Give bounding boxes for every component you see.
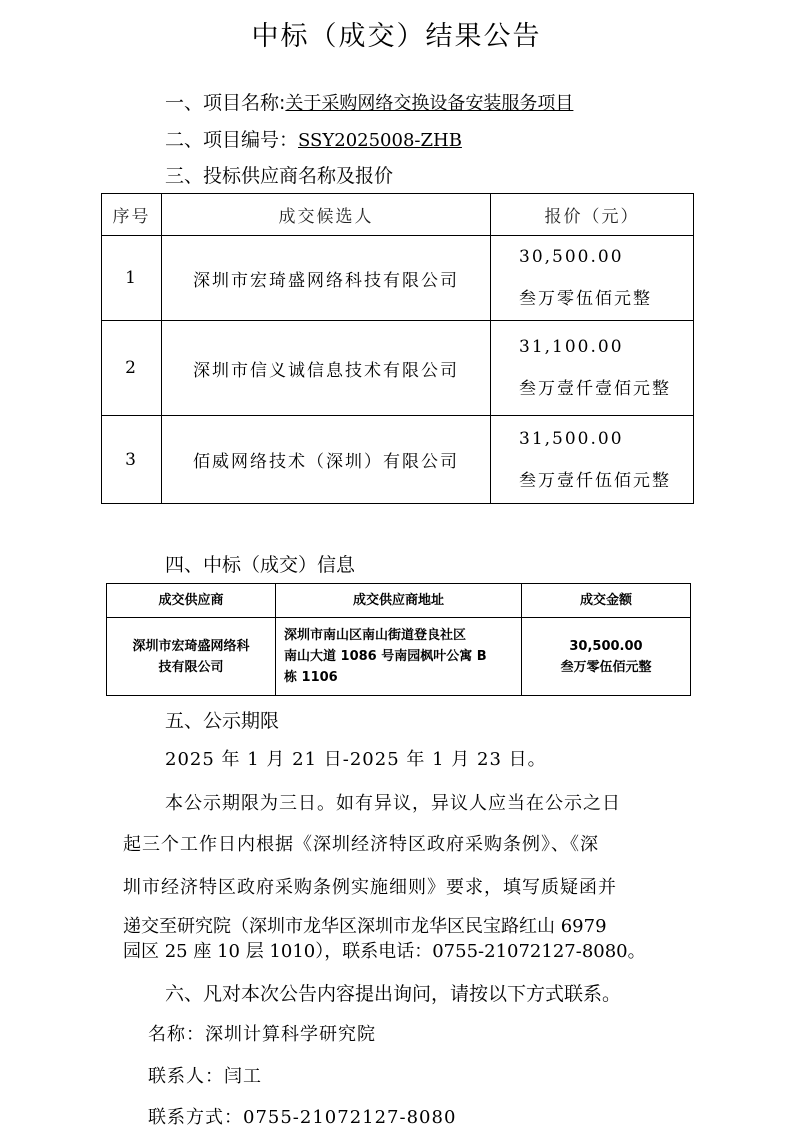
section-5-heading: 五、公示期限 [165,710,280,732]
win-address-line: 南山大道 1086 号南园枫叶公寓 B [284,649,487,664]
period-text: 2025 年 1 月 21 日-2025 年 1 月 23 日。 [165,749,547,770]
bid-table-header [102,194,694,236]
win-address-line: 深圳市南山区南山街道登良社区 [284,628,467,643]
section-4-heading: 四、中标（成交）信息 [165,554,356,576]
win-supplier [107,618,276,696]
project-name-label: 一、项目名称: [165,92,286,114]
notice-line: 本公示期限为三日。如有异议，异议人应当在公示之日 [165,793,621,814]
notice-line: 递交至研究院（深圳市龙华区深圳市龙华区民宝路红山 6979 [123,916,607,937]
page-title: 中标（成交）结果公告 [251,21,542,52]
table-row [102,236,694,321]
header-amount: 成交金额 [522,584,691,618]
row-price-words: 叁万壹仟壹佰元整 [519,379,671,399]
row-price-amount: 31,100.00 [519,337,624,357]
project-code-label: 二、项目编号： [165,129,299,151]
row-price-words: 叁万壹仟伍佰元整 [519,470,671,491]
win-address [276,618,522,696]
project-code-line [165,125,462,152]
row-candidate-name: 深圳市宏琦盛网络科技有限公司 [162,236,491,321]
notice-line: 起三个工作日内根据《深圳经济特区政府采购条例》、《深 [123,834,599,855]
row-price [491,321,694,416]
win-supplier-line: 深圳市宏琦盛网络科 [132,638,250,654]
project-name-value: 关于采购网络交换设备安装服务项目 [285,93,574,114]
project-name-line [165,88,573,115]
header-candidate: 成交候选人 [162,194,491,236]
contact-person: 联系人：闫工 [148,1066,262,1087]
row-price-amount: 30,500.00 [519,247,624,267]
row-index: 3 [102,416,162,504]
row-price [491,236,694,321]
section-6-heading: 六、凡对本次公告内容提出询问，请按以下方式联系。 [165,983,622,1005]
win-amount [522,618,691,696]
header-supplier: 成交供应商 [107,584,276,618]
win-address-line: 栋 1106 [284,670,338,685]
win-table [106,583,691,696]
table-row [102,416,694,504]
win-supplier-line: 技有限公司 [158,659,224,675]
contact-name: 名称：深圳计算科学研究院 [148,1024,376,1045]
row-price-words: 叁万零伍佰元整 [519,289,652,309]
win-table-header [107,584,691,618]
header-price: 报价（元） [491,194,694,236]
row-price [491,416,694,504]
row-price-amount: 31,500.00 [519,428,624,449]
notice-line: 圳市经济特区政府采购条例实施细则》要求，填写质疑函并 [123,877,617,898]
notice-line: 园区 25 座 10 层 1010），联系电话：0755-21072127-8080。 [123,941,646,962]
table-row [107,618,691,696]
win-amount-words: 叁万零伍佰元整 [560,659,652,675]
project-code-value: SSY2025008-ZHB [298,130,462,151]
win-amount-number: 30,500.00 [569,638,643,654]
row-candidate-name: 深圳市信义诚信息技术有限公司 [162,321,491,416]
row-index: 1 [102,236,162,321]
header-address: 成交供应商地址 [276,584,522,618]
contact-phone: 联系方式：0755-21072127-8080 [148,1107,457,1128]
row-candidate-name: 佰威网络技术（深圳）有限公司 [162,416,491,504]
header-index: 序号 [102,194,162,236]
bid-table [101,193,694,504]
row-index: 2 [102,321,162,416]
table-row [102,321,694,416]
section-3-heading: 三、投标供应商名称及报价 [165,165,394,187]
